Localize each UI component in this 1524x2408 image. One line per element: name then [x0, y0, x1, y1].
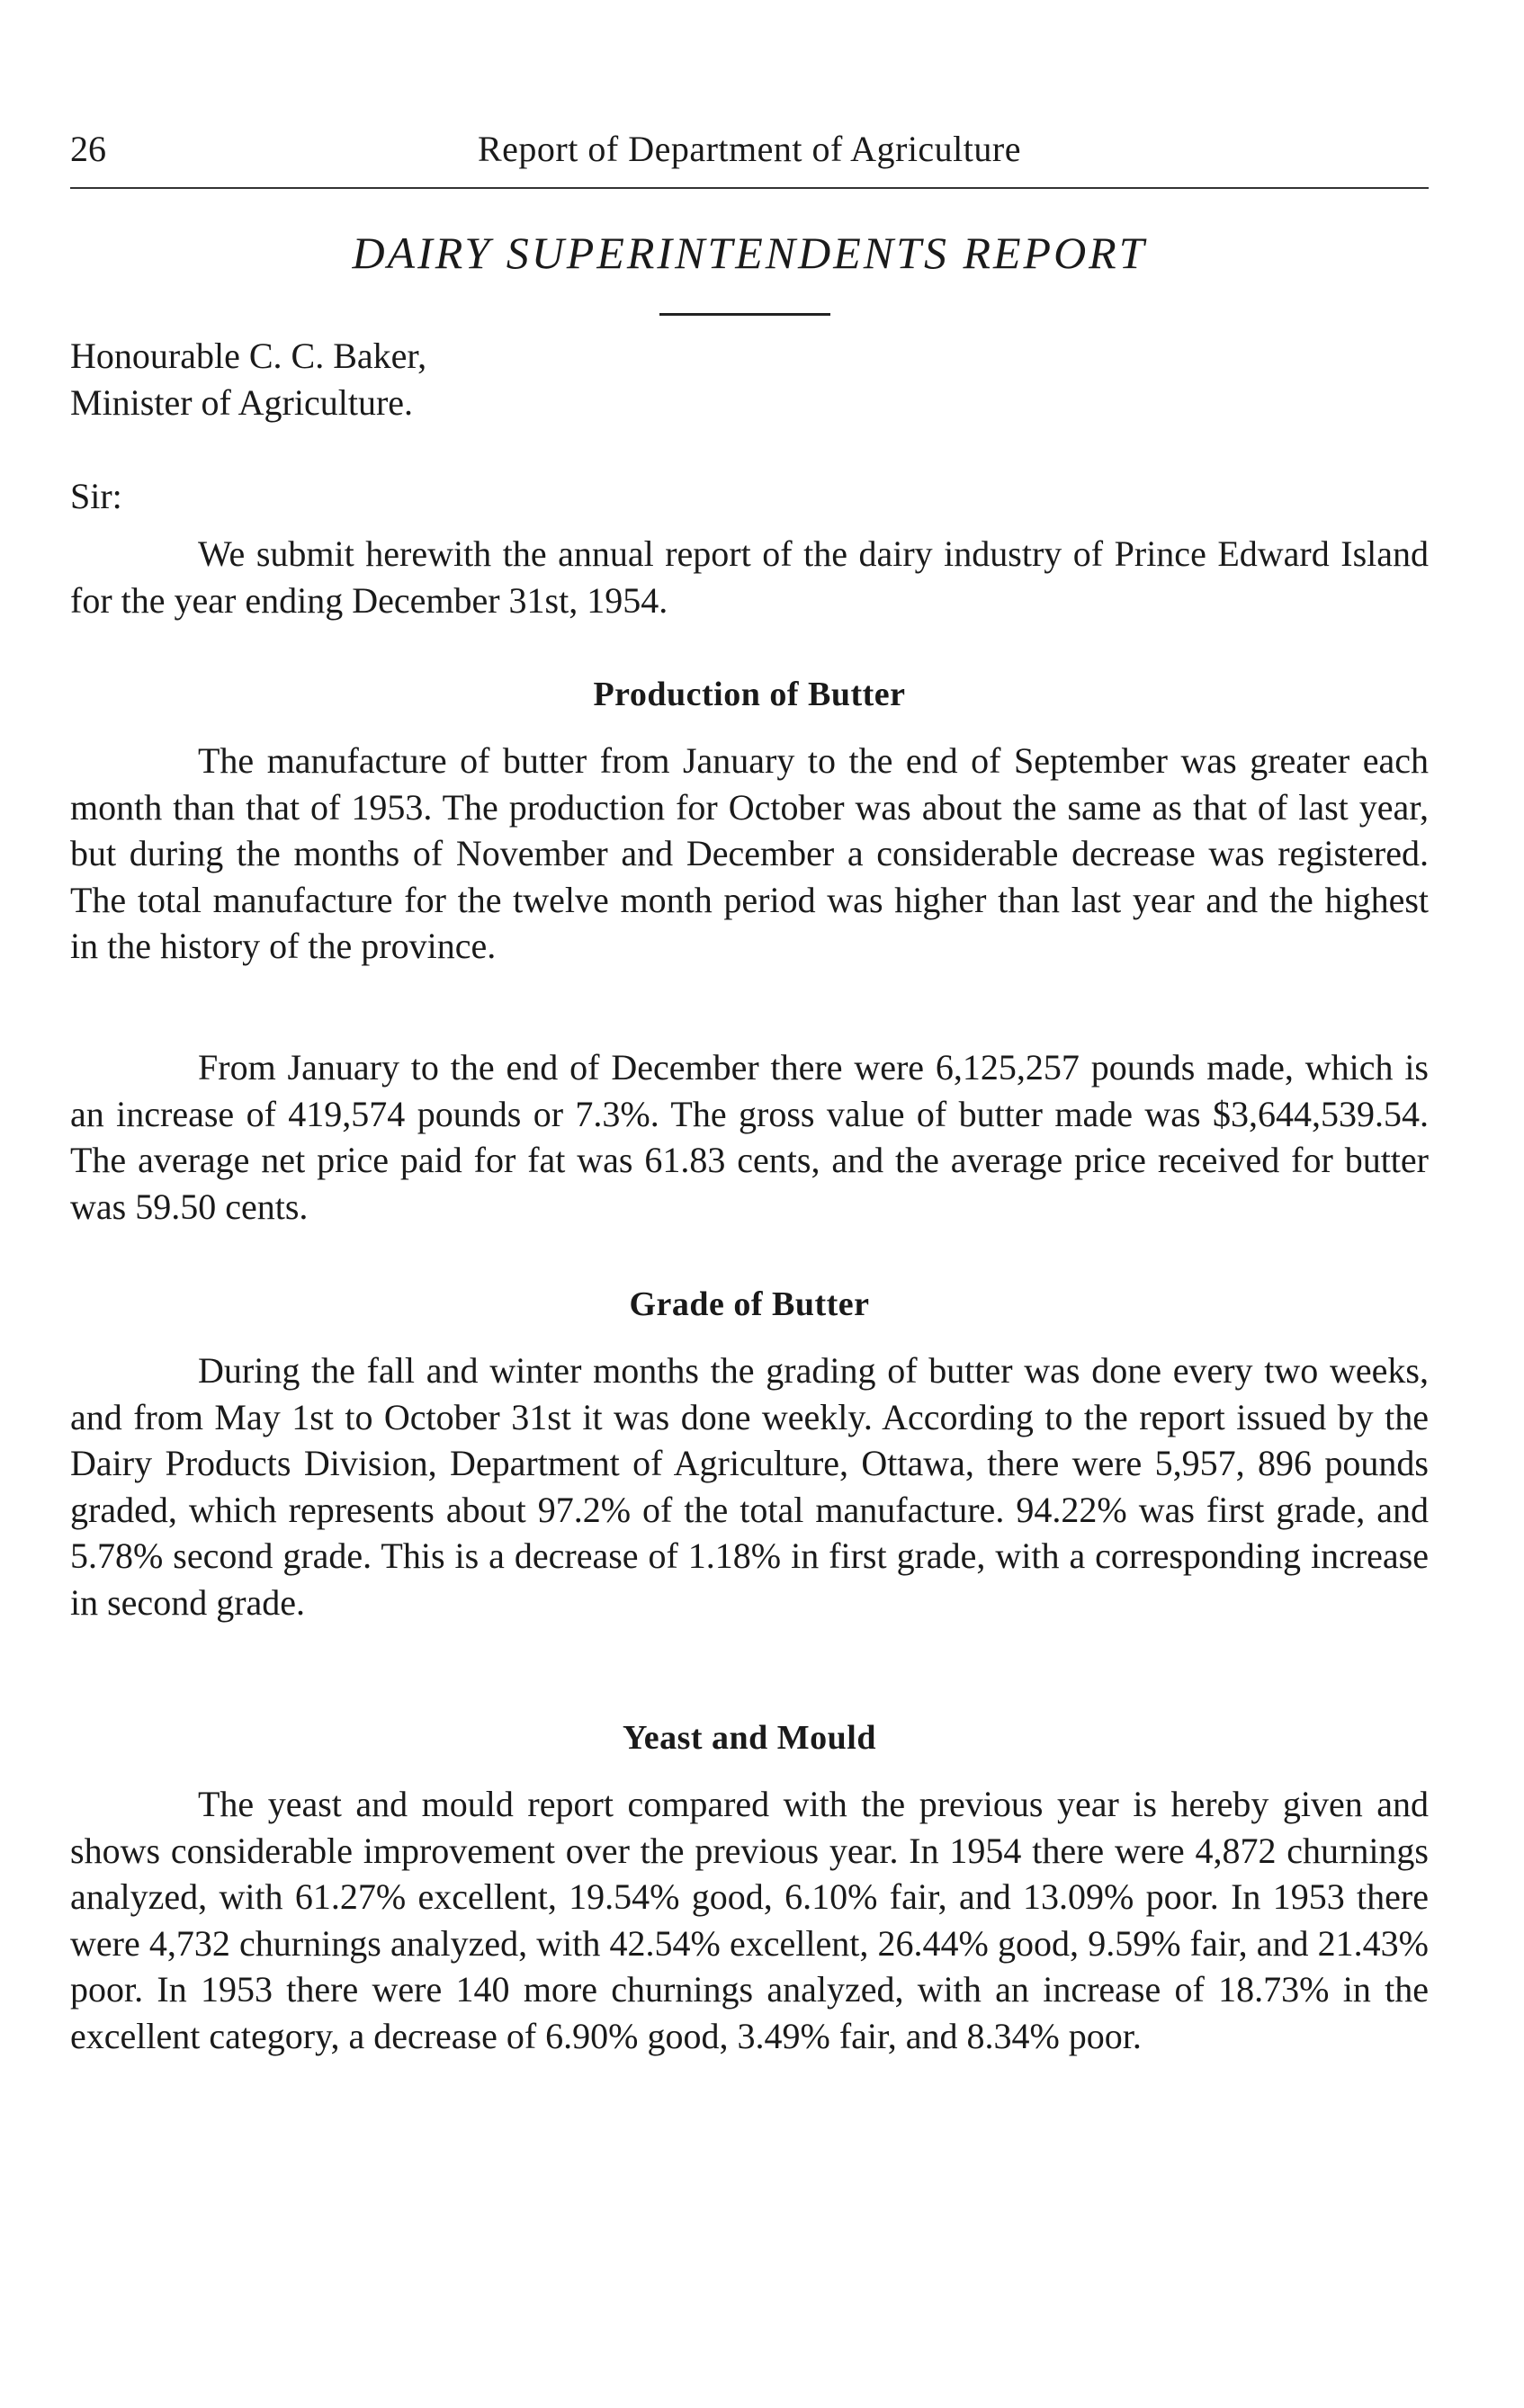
page-number: 26 [70, 129, 106, 169]
production-paragraph-2: From January to the end of December there were 6,125,257 pounds made, which is an increase of 419,574 pounds or 7.3%. The gross value of butter made was $3,644,539.54. The average net price paid for fat was 61.83 cents, and the average price received for butter was 59.50 cents. [70, 1047, 1429, 1227]
addressee-position: Minister of Agriculture. [70, 382, 414, 423]
grade-paragraph: During the fall and winter months the grading of butter was done every two weeks, and from May 1st to October 31st it was done weekly. According to the report issued by the Dairy Products Division, Department of Agriculture, Ottawa, there were 5,957, 896 pounds graded, which represents about 97.2% of the total manufacture. 94.22% was first grade, and 5.78% second grade. This is a decrease of 1.18% in first grade, with a corresponding increase in second grade. [70, 1350, 1429, 1623]
intro-paragraph: We submit herewith the annual report of the dairy industry of Prince Edward Island for the year ending December 31st, 1954. [70, 533, 1429, 621]
title-underline [659, 313, 830, 316]
section-heading-yeast: Yeast and Mould [623, 1719, 876, 1757]
production-paragraph-1: The manufacture of butter from January to the end of September was greater each month than that of 1953. The production for October was about the same as that of last year, but during the months of November and December a considerable decrease was registered. The total manufacture for the twelve month period was higher than last year and the highest in the history of the province. [70, 740, 1429, 966]
running-header [70, 128, 1429, 175]
yeast-paragraph: The yeast and mould report compared with the previous year is hereby given and shows considerable improvement over the previous year. In 1954 there were 4,872 churnings analyzed, with 61.27% excellent, 19.54% good, 6.10% fair, and 13.09% poor. In 1953 there were 4,732 churnings analyzed, with 42.54% excellent, 26.44% good, 9.59% fair, and 21.43% poor. In 1953 there were 140 more churnings analyzed, with an increase of 18.73% in the excellent category, a decrease of 6.90% good, 3.49% fair, and 8.34% poor. [70, 1784, 1429, 2056]
salutation: Sir: [70, 476, 122, 516]
addressee-name: Honourable C. C. Baker, [70, 336, 427, 376]
header-rule [70, 187, 1429, 189]
section-heading-production: Production of Butter [593, 676, 906, 713]
addressee-block [70, 333, 426, 426]
section-heading-grade: Grade of Butter [629, 1285, 870, 1323]
report-title: DAIRY SUPERINTENDENTS REPORT [352, 228, 1147, 278]
running-title: Report of Department of Agriculture [478, 129, 1021, 169]
